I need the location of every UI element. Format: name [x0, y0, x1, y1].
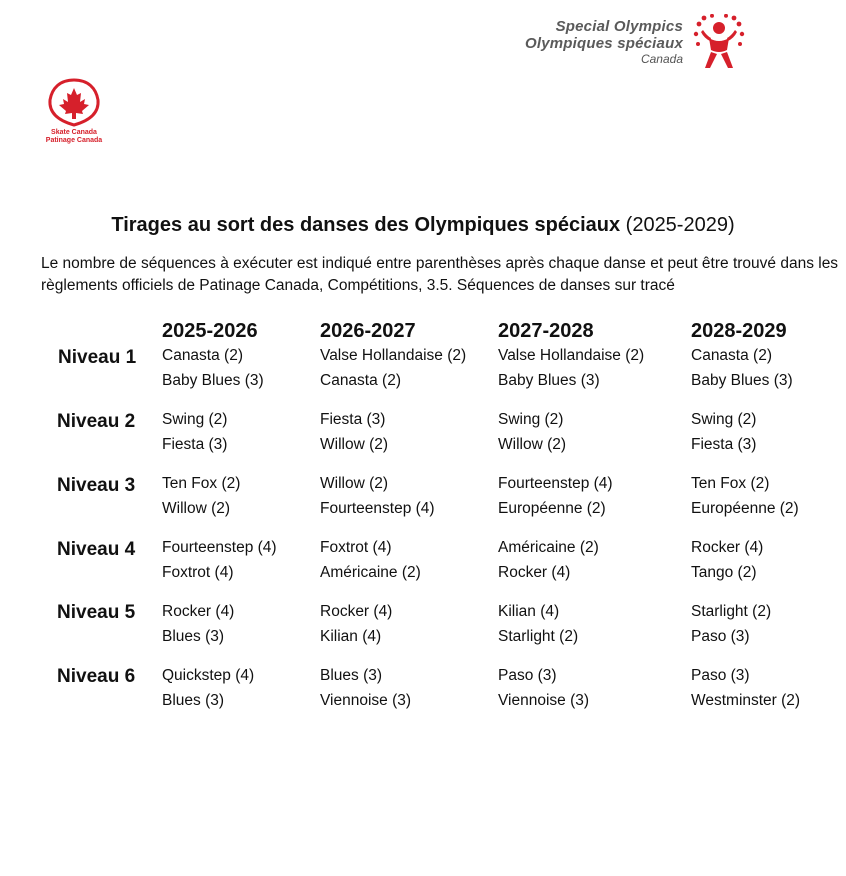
- special-olympics-logo: [495, 14, 745, 70]
- dance-cell: [498, 407, 566, 457]
- dance-entry: Fiesta (3): [162, 436, 228, 453]
- dance-cell: [320, 343, 466, 393]
- special-olympics-line2: Olympiques spéciaux: [524, 35, 683, 52]
- special-olympics-icon: [693, 14, 745, 70]
- dance-cell: [691, 535, 763, 585]
- dance-cell: [691, 599, 771, 649]
- dance-entry: Valse Hollandaise (2): [320, 347, 467, 364]
- dance-cell: [162, 471, 240, 521]
- dance-entry: Willow (2): [320, 475, 389, 492]
- page-title: [0, 214, 846, 237]
- dance-cell: [498, 599, 578, 649]
- dance-cell: [320, 535, 421, 585]
- dance-cell: [691, 407, 756, 457]
- dance-entry: Baby Blues (3): [691, 372, 793, 389]
- dance-entry: Blues (3): [162, 692, 225, 709]
- dance-entry: Valse Hollandaise (2): [498, 347, 645, 364]
- dance-entry: Fiesta (3): [691, 436, 757, 453]
- special-olympics-line1: Special Olympics: [555, 18, 683, 35]
- dance-entry: Canasta (2): [320, 372, 401, 389]
- dance-entry: Baby Blues (3): [498, 372, 600, 389]
- dance-entry: Viennoise (3): [498, 692, 590, 709]
- dance-cell: [498, 663, 589, 713]
- skate-canada-line2: Patinage Canada: [45, 137, 103, 144]
- level-label: Niveau 5: [57, 602, 136, 623]
- dance-entry: Kilian (4): [498, 603, 560, 620]
- dance-cell: [320, 471, 435, 521]
- column-header: 2028-2029: [691, 320, 787, 342]
- dance-cell: [320, 407, 388, 457]
- dance-entry: Rocker (4): [691, 539, 764, 556]
- dance-entry: Fourteenstep (4): [320, 500, 435, 517]
- dance-entry: Baby Blues (3): [162, 372, 264, 389]
- level-label: Niveau 1: [58, 347, 137, 368]
- dance-cell: [498, 343, 644, 393]
- dance-entry: Starlight (2): [691, 603, 772, 620]
- dance-entry: Starlight (2): [498, 628, 579, 645]
- level-label: Niveau 4: [57, 539, 136, 560]
- special-olympics-wordmark: [525, 18, 683, 66]
- title-years: (2025-2029): [625, 214, 735, 236]
- column-header: 2027-2028: [498, 320, 594, 342]
- skate-canada-logo: [38, 78, 110, 148]
- dance-entry: Willow (2): [498, 436, 567, 453]
- level-label: Niveau 6: [57, 666, 136, 687]
- dance-entry: Blues (3): [320, 667, 383, 684]
- dance-entry: Rocker (4): [498, 564, 571, 581]
- column-header: 2026-2027: [320, 320, 416, 342]
- dance-entry: Westminster (2): [691, 692, 801, 709]
- dance-cell: [691, 471, 799, 521]
- level-label: Niveau 3: [57, 475, 136, 496]
- dance-entry: Paso (3): [498, 667, 557, 684]
- dance-entry: Européenne (2): [498, 500, 606, 517]
- dance-entry: Fiesta (3): [320, 411, 386, 428]
- title-main: Tirages au sort des danses des Olympiques spéciaux: [111, 214, 621, 236]
- skate-canada-line1: Skate Canada: [51, 129, 97, 136]
- dance-cell: [691, 343, 793, 393]
- dance-entry: Tango (2): [691, 564, 757, 581]
- column-header: 2025-2026: [162, 320, 258, 342]
- dance-entry: Européenne (2): [691, 500, 799, 517]
- intro-paragraph: Le nombre de séquences à exécuter est indiqué entre parenthèses après chaque danse et peut être trouvé dans les règlements officiels de Patinage Canada, Compétitions, 3.5. Séquences de danses sur tracé: [41, 255, 839, 294]
- dance-cell: [162, 407, 227, 457]
- dance-entry: Paso (3): [691, 628, 750, 645]
- dance-entry: Fourteenstep (4): [162, 539, 277, 556]
- dance-entry: Américaine (2): [498, 539, 599, 556]
- dance-entry: Canasta (2): [691, 347, 772, 364]
- dance-entry: Fourteenstep (4): [498, 475, 613, 492]
- dance-cell: [162, 343, 264, 393]
- dance-cell: [320, 599, 392, 649]
- dance-cell: [691, 663, 800, 713]
- dance-cell: [498, 535, 599, 585]
- dance-entry: Willow (2): [162, 500, 231, 517]
- dance-cell: [320, 663, 411, 713]
- dance-entry: Ten Fox (2): [162, 475, 241, 492]
- dance-cell: [162, 663, 254, 713]
- dance-entry: Foxtrot (4): [162, 564, 234, 581]
- dance-entry: Paso (3): [691, 667, 750, 684]
- special-olympics-line3: Canada: [640, 52, 683, 66]
- dance-entry: Willow (2): [320, 436, 389, 453]
- dance-cell: [162, 535, 277, 585]
- dance-entry: Américaine (2): [320, 564, 421, 581]
- dance-entry: Viennoise (3): [320, 692, 412, 709]
- dance-entry: Swing (2): [691, 411, 757, 428]
- dance-entry: Rocker (4): [162, 603, 235, 620]
- dance-cell: [162, 599, 234, 649]
- dance-entry: Swing (2): [498, 411, 564, 428]
- dance-entry: Rocker (4): [320, 603, 393, 620]
- dance-entry: Kilian (4): [320, 628, 382, 645]
- skate-canada-wordmark: [38, 129, 110, 145]
- dance-entry: Foxtrot (4): [320, 539, 392, 556]
- dance-cell: [498, 471, 613, 521]
- dance-entry: Canasta (2): [162, 347, 243, 364]
- maple-leaf-icon: [46, 78, 102, 128]
- dance-entry: Ten Fox (2): [691, 475, 770, 492]
- dance-entry: Swing (2): [162, 411, 228, 428]
- dance-entry: Quickstep (4): [162, 667, 255, 684]
- level-label: Niveau 2: [57, 411, 136, 432]
- dance-entry: Blues (3): [162, 628, 225, 645]
